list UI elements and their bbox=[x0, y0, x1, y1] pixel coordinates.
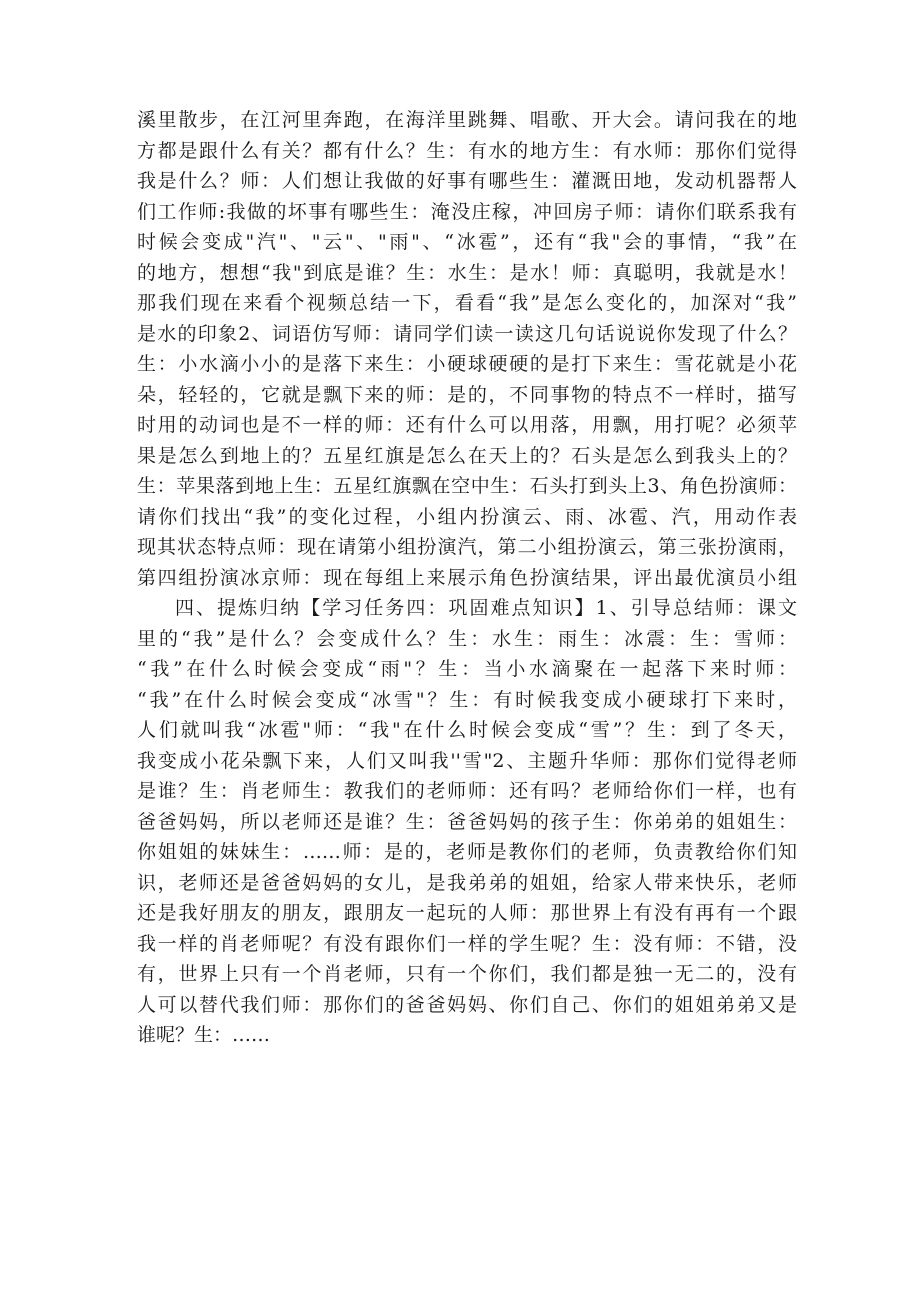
text-line: 我是什么？师：人们想让我做的好事有哪些生：灌溉田地，发动机器帮人 bbox=[137, 170, 797, 192]
section-heading-line: 四、提炼归纳【学习任务四：巩固难点知识】1、引导总结师：课文 bbox=[175, 597, 797, 619]
text-line: 有，世界上只有一个肖老师，只有一个你们，我们都是独一无二的，没有 bbox=[137, 963, 797, 985]
text-line: “我”在什么时候会变成“雨"？生：当小水滴聚在一起落下来时师： bbox=[137, 658, 797, 680]
text-line: 现其状态特点师：现在请第小组扮演汽，第二小组扮演云，第三张扮演雨， bbox=[137, 536, 797, 558]
text-line: 还是我好朋友的朋友，跟朋友一起玩的人师：那世界上有没有再有一个跟 bbox=[137, 902, 797, 924]
text-line: 爸爸妈妈，所以老师还是谁？生：爸爸妈妈的孩子生：你弟弟的姐姐生： bbox=[137, 810, 797, 833]
text-line: 你姐姐的妹妹生：……师：是的，老师是教你们的老师，负责教给你们知 bbox=[137, 841, 797, 863]
text-line: 的地方，想想“我"到底是谁？生：水生：是水！师：真聪明，我就是水！ bbox=[137, 261, 797, 284]
text-line: 里的“我”是什么？会变成什么？生：水生：雨生：冰震：生：雪师： bbox=[137, 627, 797, 650]
text-line: 朵，轻轻的，它就是飘下来的师：是的，不同事物的特点不一样时，描写 bbox=[137, 383, 797, 406]
text-line: 识，老师还是爸爸妈妈的女儿，是我弟弟的姐姐，给家人带来快乐，老师 bbox=[137, 871, 797, 894]
body-text bbox=[137, 105, 797, 1051]
text-line: 时用的动词也是不一样的师：还有什么可以用落，用飘，用打呢？必须苹 bbox=[137, 414, 797, 436]
text-line: 生：苹果落到地上生：五星红旗飘在空中生：石头打到头上3、角色扮演师： bbox=[137, 475, 797, 497]
text-line: 是谁？生：肖老师生：教我们的老师师：还有吗？老师给你们一样，也有 bbox=[137, 780, 797, 802]
text-line: 溪里散步，在江河里奔跑，在海洋里跳舞、唱歌、开大会。请问我在的地 bbox=[137, 109, 797, 131]
text-line: 果是怎么到地上的？五星红旗是怎么在天上的？石头是怎么到我头上的？ bbox=[137, 444, 797, 467]
text-line: 我变成小花朵飘下来，人们又叫我''雪"2、主题升华师：那你们觉得老师 bbox=[137, 749, 797, 772]
text-line: “我”在什么时候会变成“冰雪"？生：有时候我变成小硬球打下来时， bbox=[137, 688, 797, 711]
text-line: 时候会变成"汽"、"云"、"雨"、“冰雹”，还有“我"会的事情，“我”在 bbox=[137, 231, 797, 253]
text-line: 第四组扮演冰京师：现在每组上来展示角色扮演结果，评出最优演员小组 bbox=[137, 566, 797, 589]
text-line: 是水的印象2、词语仿写师：请同学们读一读这几句话说说你发现了什么？ bbox=[137, 322, 797, 345]
text-line: 人可以替代我们师：那你们的爸爸妈妈、你们自己、你们的姐姐弟弟又是 bbox=[137, 993, 797, 1016]
text-line: 我一样的肖老师呢？有没有跟你们一样的学生呢？生：没有师：不错，没 bbox=[137, 932, 797, 955]
text-line: 方都是跟什么有关？都有什么？生：有水的地方生：有水师：那你们觉得 bbox=[137, 139, 797, 162]
text-line: 谁呢？生：…… bbox=[137, 1024, 271, 1046]
text-line: 生：小水滴小小的是落下来生：小硬球硬硬的是打下来生：雪花就是小花 bbox=[137, 353, 797, 375]
text-line: 那我们现在来看个视频总结一下，看看“我”是怎么变化的，加深对“我” bbox=[137, 292, 797, 314]
text-line: 请你们找出“我”的变化过程，小组内扮演云、雨、冰雹、汽，用动作表 bbox=[137, 505, 797, 528]
text-line: 人们就叫我“冰雹"师：“我"在什么时候会变成“雪”？生：到了冬天， bbox=[137, 719, 797, 741]
text-line: 们工作师:我做的坏事有哪些生：淹没庄稼，冲回房子师：请你们联系我有 bbox=[137, 200, 797, 223]
